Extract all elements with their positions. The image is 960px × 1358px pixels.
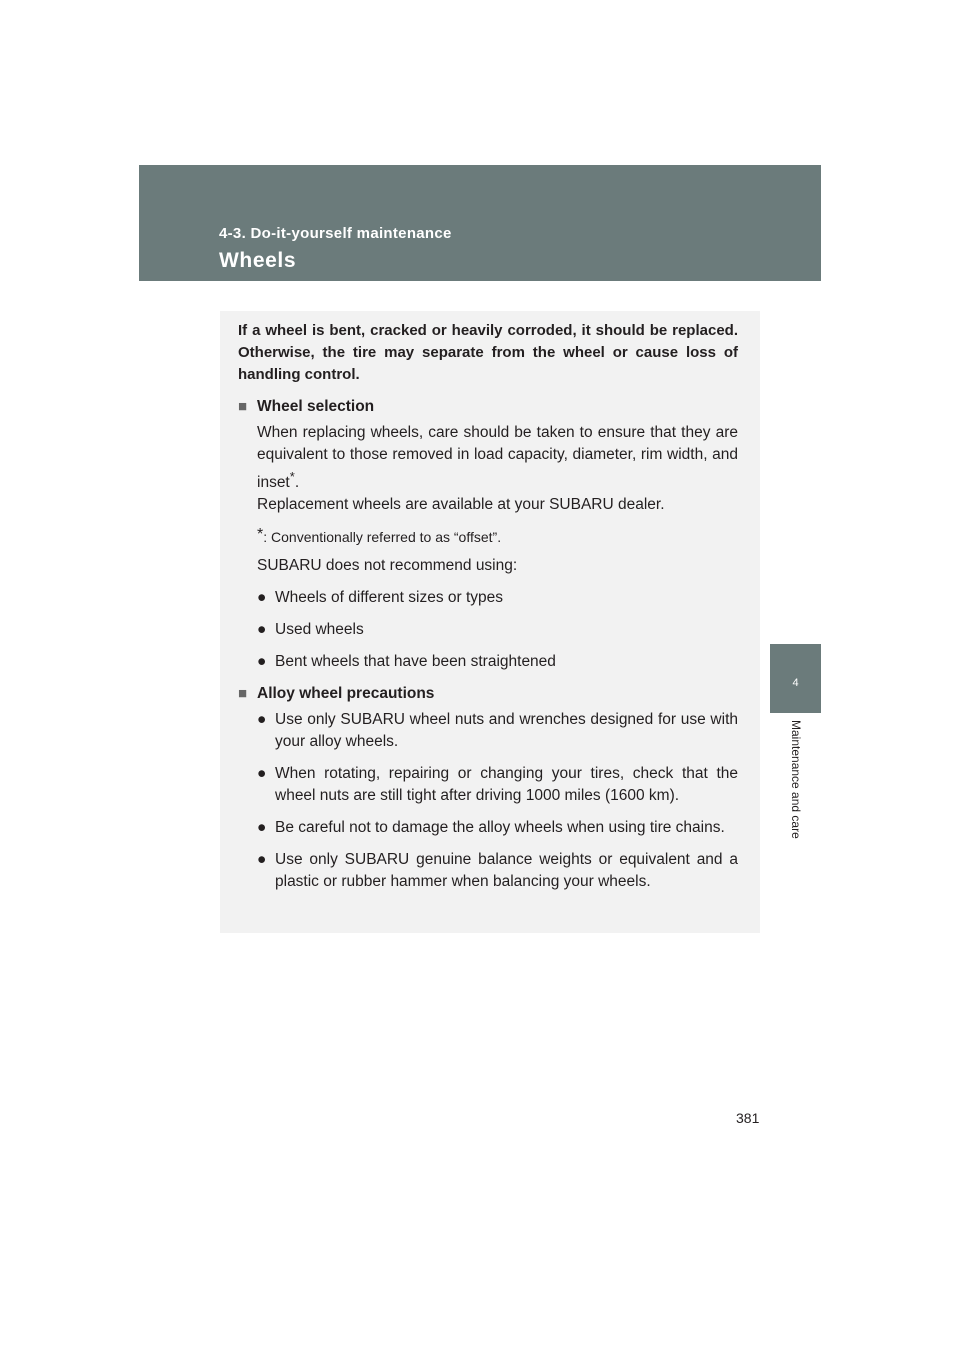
list-item-text: Used wheels [275,621,364,638]
chapter-number: 4 [792,677,799,689]
bullet-dot-icon: ● [257,711,267,728]
square-bullet-icon: ■ [238,398,248,415]
content [238,320,738,893]
footnote [257,524,738,549]
bullet-dot-icon: ● [257,653,267,670]
list-item-text: Use only SUBARU wheel nuts and wrenches designed for use with your alloy wheels. [275,711,738,750]
bullet-dot-icon: ● [257,589,267,606]
chapter-label: Maintenance and care [789,720,803,839]
list-item-text: Bent wheels that have been straightened [275,653,556,670]
bullet-dot-icon: ● [257,621,267,638]
alloy-heading [238,683,738,705]
content-box [220,311,760,933]
list-item [257,619,738,641]
asterisk-mark: * [289,469,295,484]
header-band [139,165,821,281]
list-item-text: When rotating, repairing or changing your tires, check that the wheel nuts are still tight after driving 1000 miles (1600 km). [275,765,738,804]
list-item-text: Use only SUBARU genuine balance weights or equivalent and a plastic or rubber hammer when balancing your wheels. [275,851,738,890]
list-item [257,763,738,807]
list-item [257,587,738,609]
wheel-selection-text: When replacing wheels, care should be taken to ensure that they are equivalent to those removed in load capacity, diameter, rim width, and inset [257,424,738,491]
alloy-title: Alloy wheel precautions [257,685,435,702]
section-label: 4-3. Do-it-yourself maintenance [219,225,452,242]
list-item-text: Be careful not to damage the alloy wheels when using tire chains. [275,819,725,836]
period: . [294,474,300,491]
list-item [257,651,738,673]
list-item [257,817,738,839]
footnote-asterisk: * [257,526,264,543]
not-recommend-text: SUBARU does not recommend using: [257,557,518,574]
square-bullet-icon: ■ [238,685,248,702]
bullet-dot-icon: ● [257,851,267,868]
page-number: 381 [736,1110,760,1126]
bullet-dot-icon: ● [257,765,267,782]
footnote-text: : Conventionally referred to as “offset”. [263,529,502,545]
page-title: Wheels [219,249,297,272]
wheel-selection-paragraph [257,422,738,494]
dealer-text: Replacement wheels are available at your SUBARU dealer. [257,496,665,513]
intro-paragraph: If a wheel is bent, cracked or heavily corroded, it should be replaced. Otherwise, the tire may separate from the wheel or cause loss of handling control. [238,322,738,383]
bullet-dot-icon: ● [257,819,267,836]
wheel-selection-title: Wheel selection [257,398,375,415]
list-item [257,849,738,893]
list-item [257,709,738,753]
chapter-tab [770,644,821,713]
list-item-text: Wheels of different sizes or types [275,589,504,606]
wheel-selection-heading [238,396,738,418]
